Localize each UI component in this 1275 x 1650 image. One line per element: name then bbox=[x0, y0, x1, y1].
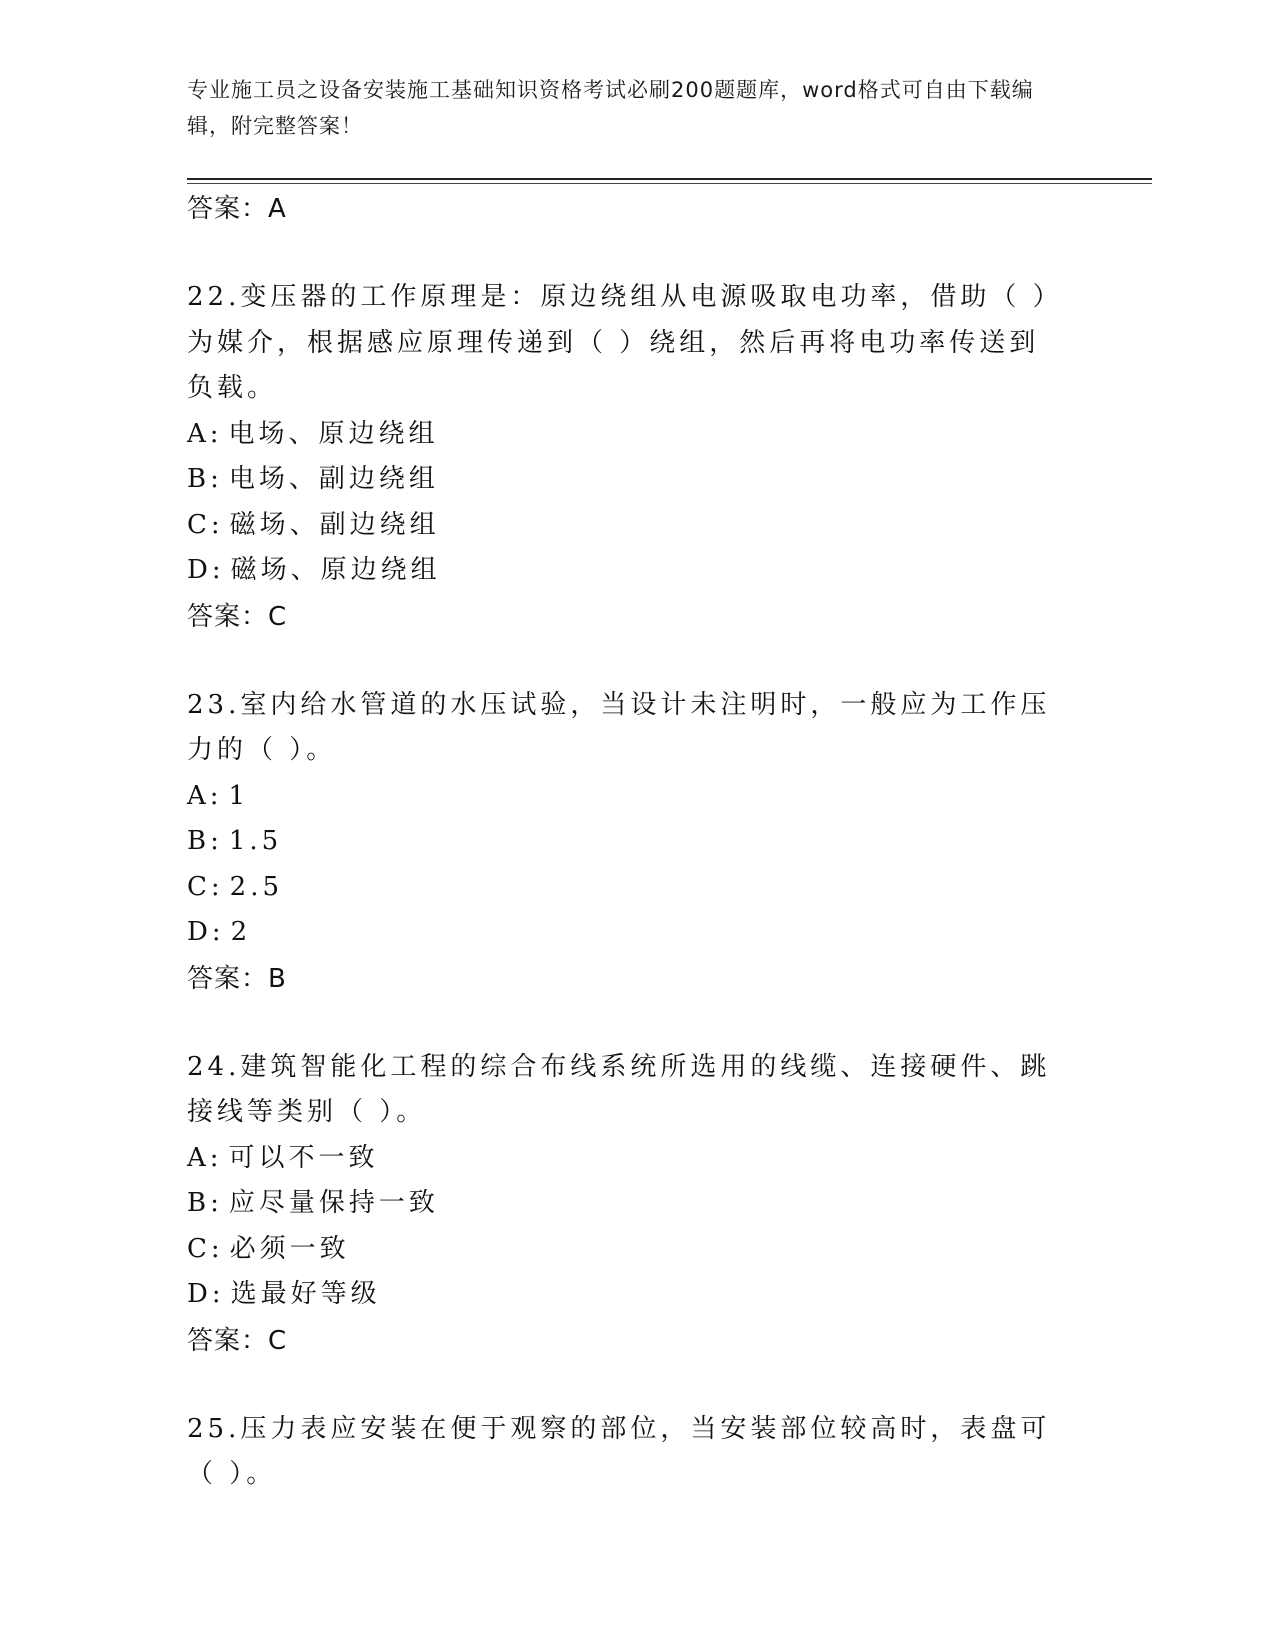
option-letter: B: bbox=[187, 1188, 223, 1218]
option-letter: C: bbox=[187, 871, 224, 902]
answer-line: 答案：A bbox=[187, 194, 287, 224]
option-text: 必须一致 bbox=[229, 1233, 350, 1264]
option-letter: D: bbox=[187, 555, 225, 585]
option-c bbox=[187, 503, 1087, 549]
option-text: 磁场、原边绕组 bbox=[230, 555, 441, 585]
option-a bbox=[187, 774, 1087, 820]
option-letter: C: bbox=[187, 509, 224, 540]
option-letter: D: bbox=[187, 917, 225, 947]
option-a bbox=[187, 1136, 1087, 1182]
option-text: 2 bbox=[230, 917, 252, 947]
option-d bbox=[187, 548, 1087, 594]
header-rule bbox=[187, 178, 1152, 180]
option-text: 磁场、副边绕组 bbox=[229, 509, 440, 540]
option-text: 可以不一致 bbox=[228, 1142, 379, 1173]
option-letter: A: bbox=[187, 1142, 223, 1173]
question-list bbox=[187, 186, 1087, 1498]
option-a bbox=[187, 412, 1087, 458]
question-text: 24.建筑智能化工程的综合布线系统所选用的线缆、连接硬件、跳接线等类别（ ）。 bbox=[187, 1051, 1051, 1127]
option-d bbox=[187, 1272, 1087, 1318]
option-text: 选最好等级 bbox=[230, 1279, 381, 1309]
answer-line: 答案：B bbox=[187, 963, 287, 994]
option-c bbox=[187, 1227, 1087, 1273]
option-letter: A: bbox=[187, 418, 223, 449]
option-b bbox=[187, 1181, 1087, 1227]
option-letter: C: bbox=[187, 1233, 224, 1264]
answer-line: 答案：C bbox=[187, 1325, 288, 1356]
answer-line: 答案：C bbox=[187, 601, 288, 632]
option-text: 电场、副边绕组 bbox=[228, 464, 439, 494]
option-letter: B: bbox=[187, 464, 223, 494]
option-b bbox=[187, 457, 1087, 503]
option-text: 1.5 bbox=[228, 826, 283, 856]
question-text: 23.室内给水管道的水压试验，当设计未注明时，一般应为工作压力的（ ）。 bbox=[187, 689, 1051, 765]
document-header: 专业施工员之设备安装施工基础知识资格考试必刷200题题库，word格式可自由下载编辑，附完整答案！ bbox=[187, 78, 1034, 138]
option-letter: D: bbox=[187, 1279, 225, 1309]
option-c bbox=[187, 865, 1087, 911]
option-text: 电场、原边绕组 bbox=[228, 418, 439, 449]
question-text: 22.变压器的工作原理是：原边绕组从电源吸取电功率，借助（ ）为媒介，根据感应原理传递到（ ）绕组，然后再将电功率传送到负载。 bbox=[187, 282, 1063, 403]
header-rule-thin bbox=[187, 183, 1152, 184]
option-text: 2.5 bbox=[229, 871, 284, 902]
option-text: 1 bbox=[228, 780, 250, 811]
option-b bbox=[187, 819, 1087, 865]
option-text: 应尽量保持一致 bbox=[228, 1188, 439, 1218]
option-letter: A: bbox=[187, 780, 223, 811]
option-d bbox=[187, 910, 1087, 956]
option-letter: B: bbox=[187, 826, 223, 856]
question-text: 25.压力表应安装在便于观察的部位，当安装部位较高时，表盘可（ ）。 bbox=[187, 1413, 1051, 1489]
